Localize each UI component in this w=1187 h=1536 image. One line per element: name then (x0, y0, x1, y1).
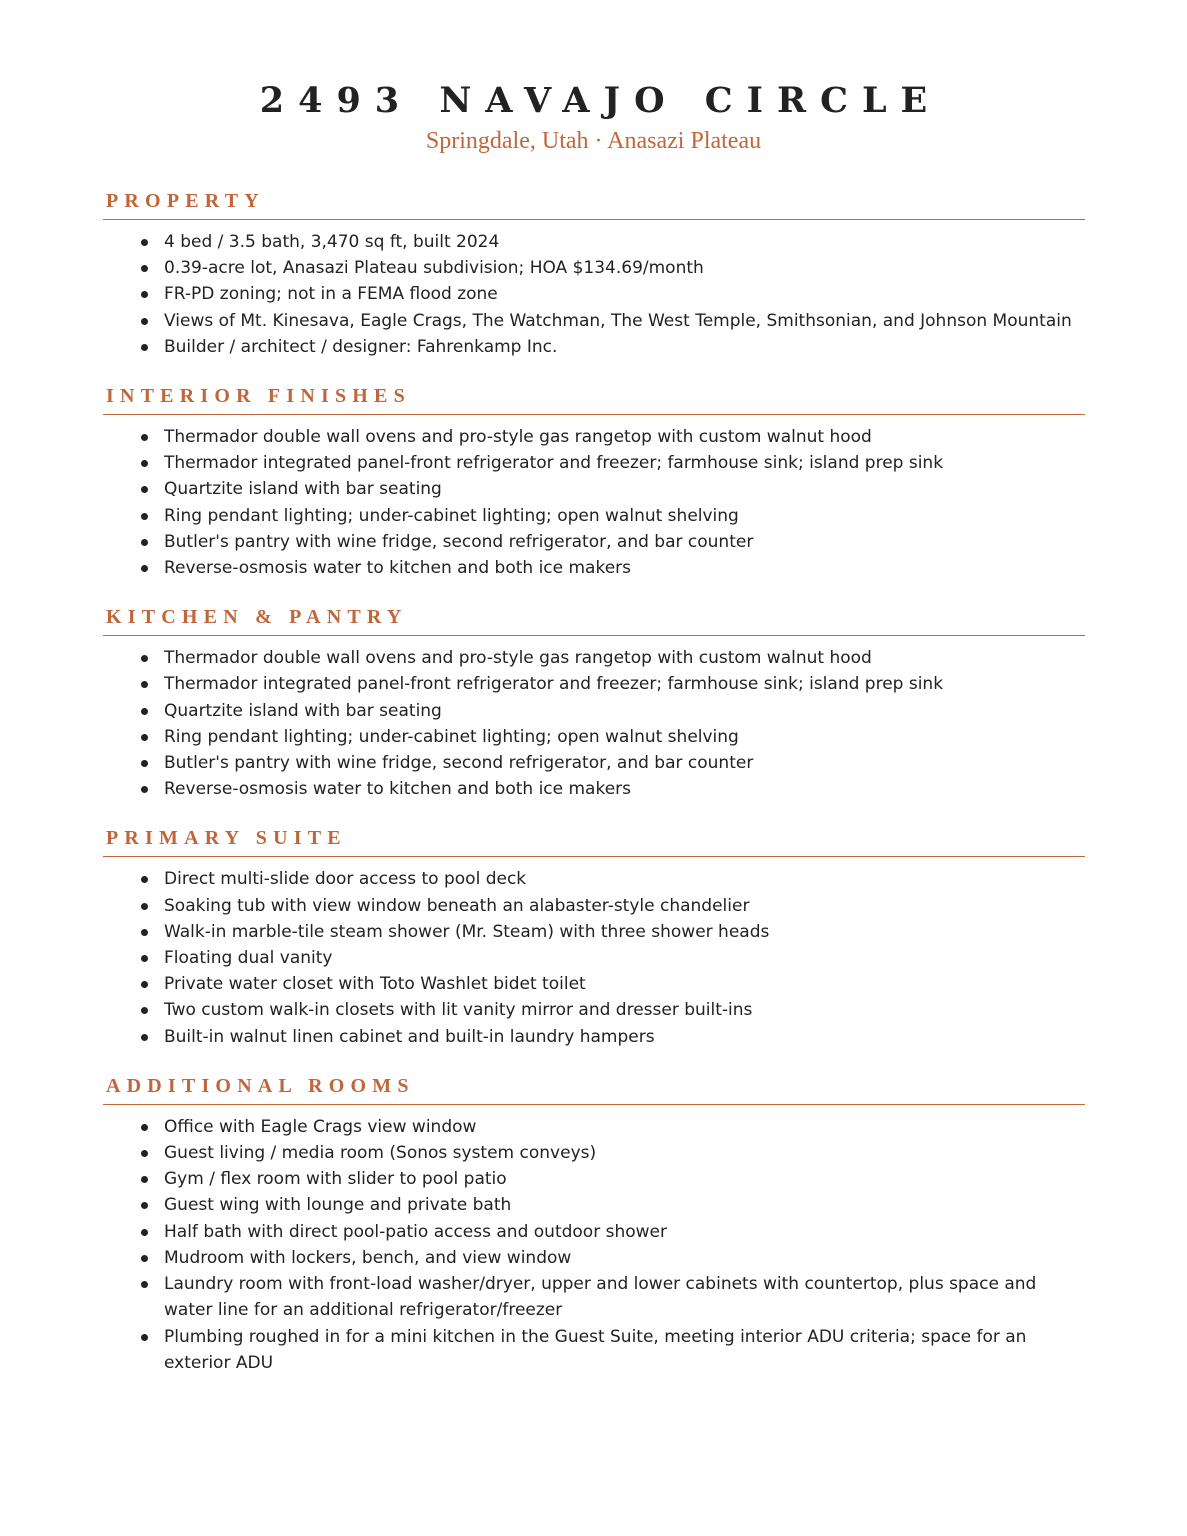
bullet-icon (141, 1034, 148, 1041)
list-item-text: Laundry room with front-load washer/dryer, upper and lower cabinets with countertop, plus space and water line for an additional refrigerator/freezer (164, 1274, 1037, 1321)
list-item-text: FR-PD zoning; not in a FEMA flood zone (164, 284, 498, 305)
list-item (103, 308, 1085, 334)
list-item (103, 1114, 1085, 1140)
bullet-icon (141, 1124, 148, 1131)
list-item (103, 724, 1085, 750)
bullet-icon (141, 539, 148, 546)
bullet-icon (141, 681, 148, 688)
list-item-text: Butler's pantry with wine fridge, second refrigerator, and bar counter (164, 531, 754, 552)
bullet-icon (141, 291, 148, 298)
list-item (103, 893, 1085, 919)
bullet-icon (141, 1334, 148, 1341)
list-item (103, 1166, 1085, 1192)
list-item (103, 334, 1085, 360)
list-item (103, 750, 1085, 776)
list-item (103, 776, 1085, 802)
list-item-text: Office with Eagle Crags view window (164, 1116, 477, 1137)
section-divider (103, 856, 1085, 857)
bullet-icon (141, 786, 148, 793)
section-heading: PRIMARY SUITE (106, 827, 347, 850)
list-item-text: Guest living / media room (Sonos system conveys) (164, 1143, 597, 1164)
bullet-icon (141, 486, 148, 493)
list-item-text: Ring pendant lighting; under-cabinet lighting; open walnut shelving (164, 505, 739, 526)
section-heading: ADDITIONAL ROOMS (106, 1074, 415, 1097)
list-item (103, 255, 1085, 281)
section-heading: PROPERTY (106, 190, 265, 212)
bullet-icon (141, 318, 148, 325)
bullet-list (103, 1114, 1085, 1376)
list-item-text: Mudroom with lockers, bench, and view window (164, 1247, 572, 1268)
list-item (103, 450, 1085, 476)
list-item-text: Thermador integrated panel-front refrigerator and freezer; farmhouse sink; island prep sink (164, 674, 944, 695)
bullet-icon (141, 1281, 148, 1288)
section-divider (103, 635, 1085, 636)
list-item-text: Direct multi-slide door access to pool deck (164, 869, 527, 890)
list-item (103, 1245, 1085, 1271)
bullet-icon (141, 929, 148, 936)
bullet-icon (141, 1176, 148, 1183)
list-item (103, 529, 1085, 555)
list-item (103, 671, 1085, 697)
list-item (103, 424, 1085, 450)
list-item-text: Thermador integrated panel-front refrigerator and freezer; farmhouse sink; island prep sink (164, 453, 944, 474)
bullet-icon (141, 876, 148, 883)
bullet-icon (141, 265, 148, 272)
document-body (103, 186, 1085, 1397)
list-item-text: Floating dual vanity (164, 948, 333, 969)
bullet-icon (141, 513, 148, 520)
section-kitchen-pantry (103, 602, 1085, 802)
list-item-text: Quartzite island with bar seating (164, 700, 442, 721)
page-title: 2493 NAVAJO CIRCLE (259, 80, 942, 121)
section-divider (103, 219, 1085, 220)
bullet-icon (141, 760, 148, 767)
section-divider (103, 1104, 1085, 1105)
list-item (103, 1219, 1085, 1245)
bullet-icon (141, 1202, 148, 1209)
list-item-text: 0.39-acre lot, Anasazi Plateau subdivision; HOA $134.69/month (164, 258, 704, 279)
list-item-text: Walk-in marble-tile steam shower (Mr. Steam) with three shower heads (164, 921, 770, 942)
bullet-list (103, 229, 1085, 360)
bullet-list (103, 866, 1085, 1049)
list-item (103, 229, 1085, 255)
document-header (0, 78, 1187, 156)
bullet-icon (141, 1229, 148, 1236)
bullet-icon (141, 1255, 148, 1262)
list-item-text: Plumbing roughed in for a mini kitchen in the Guest Suite, meeting interior ADU criteria; space for an exterior ADU (164, 1326, 1027, 1373)
list-item-text: Guest wing with lounge and private bath (164, 1195, 512, 1216)
list-item (103, 476, 1085, 502)
list-item-text: Thermador double wall ovens and pro-style gas rangetop with custom walnut hood (164, 648, 872, 669)
list-item (103, 1024, 1085, 1050)
bullet-icon (141, 460, 148, 467)
bullet-icon (141, 565, 148, 572)
list-item-text: Two custom walk-in closets with lit vanity mirror and dresser built-ins (164, 1000, 753, 1021)
list-item (103, 1140, 1085, 1166)
list-item-text: Soaking tub with view window beneath an alabaster-style chandelier (164, 895, 750, 916)
bullet-icon (141, 239, 148, 246)
bullet-list (103, 424, 1085, 581)
list-item-text: Butler's pantry with wine fridge, second refrigerator, and bar counter (164, 753, 754, 774)
list-item-text: Reverse-osmosis water to kitchen and both ice makers (164, 558, 632, 579)
list-item-text: 4 bed / 3.5 bath, 3,470 sq ft, built 2024 (164, 232, 500, 252)
list-item-text: Thermador double wall ovens and pro-style gas rangetop with custom walnut hood (164, 427, 872, 448)
bullet-icon (141, 655, 148, 662)
bullet-icon (141, 981, 148, 988)
list-item (103, 1324, 1085, 1376)
section-property (103, 186, 1085, 360)
list-item-text: Private water closet with Toto Washlet bidet toilet (164, 974, 586, 995)
list-item-text: Reverse-osmosis water to kitchen and both ice makers (164, 779, 632, 800)
page-subtitle: Springdale, Utah · Anasazi Plateau (425, 128, 762, 154)
section-heading: KITCHEN & PANTRY (106, 606, 408, 629)
bullet-list (103, 645, 1085, 802)
list-item (103, 919, 1085, 945)
bullet-icon (141, 1007, 148, 1014)
list-item-text: Ring pendant lighting; under-cabinet lighting; open walnut shelving (164, 726, 739, 747)
list-item (103, 866, 1085, 892)
section-divider (103, 414, 1085, 415)
list-item-text: Builder / architect / designer: Fahrenkamp Inc. (164, 336, 558, 357)
list-item (103, 997, 1085, 1023)
bullet-icon (141, 955, 148, 962)
section-interior-finishes (103, 381, 1085, 581)
bullet-icon (141, 434, 148, 441)
list-item-text: Quartzite island with bar seating (164, 479, 442, 500)
list-item (103, 281, 1085, 307)
bullet-icon (141, 734, 148, 741)
bullet-icon (141, 903, 148, 910)
list-item-text: Gym / flex room with slider to pool patio (164, 1169, 507, 1190)
section-heading: INTERIOR FINISHES (106, 385, 411, 408)
section-additional-rooms (103, 1071, 1085, 1376)
list-item (103, 645, 1085, 671)
list-item (103, 971, 1085, 997)
list-item (103, 503, 1085, 529)
list-item (103, 555, 1085, 581)
bullet-icon (141, 1150, 148, 1157)
list-item (103, 945, 1085, 971)
bullet-icon (141, 344, 148, 351)
list-item (103, 1271, 1085, 1323)
list-item-text: Built-in walnut linen cabinet and built-in laundry hampers (164, 1026, 655, 1047)
bullet-icon (141, 708, 148, 715)
list-item-text: Views of Mt. Kinesava, Eagle Crags, The Watchman, The West Temple, Smithsonian, and Johnson Mountain (164, 310, 1072, 331)
list-item (103, 1192, 1085, 1218)
list-item (103, 698, 1085, 724)
list-item-text: Half bath with direct pool-patio access and outdoor shower (164, 1221, 667, 1242)
section-primary-suite (103, 823, 1085, 1049)
